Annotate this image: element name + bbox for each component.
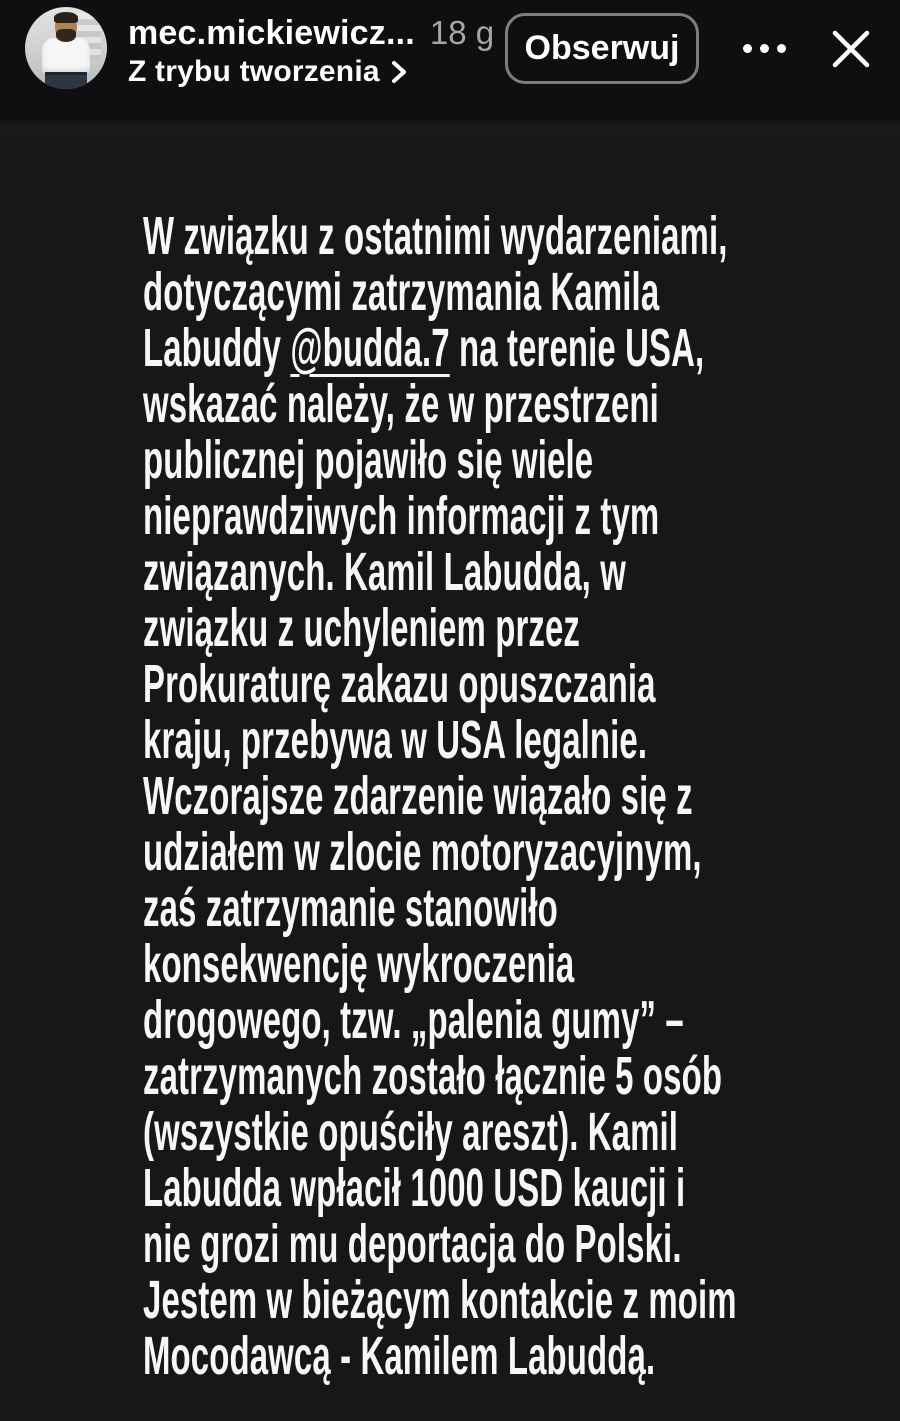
username[interactable]: mec.mickiewicz...	[128, 14, 415, 52]
story-text-line: Jestem w bieżącym kontakcie z moim	[143, 1270, 737, 1330]
story-text-line: Wczorajsze zdarzenie wiązało się z	[143, 766, 693, 826]
story-text-line: Labudda wpłacił 1000 USD kaucji i	[143, 1158, 686, 1218]
follow-button[interactable]	[505, 13, 699, 84]
story-timestamp: 18 g	[429, 14, 495, 51]
story-text-line: kraju, przebywa w USA legalnie.	[143, 710, 648, 770]
story-header	[0, 0, 900, 125]
avatar-hair	[54, 12, 78, 23]
more-options-button[interactable]	[740, 24, 788, 72]
creation-mode-link[interactable]	[128, 55, 408, 89]
story-text-line: związku z uchyleniem przez	[143, 598, 581, 658]
story-text-line: zatrzymanych zostało łącznie 5 osób	[143, 1046, 723, 1106]
more-options-icon	[777, 44, 786, 53]
story-text-line: (wszystkie opuściły areszt). Kamil	[143, 1102, 679, 1162]
avatar[interactable]	[25, 7, 107, 89]
story-text-line: konsekwencję wykroczenia	[143, 934, 575, 994]
user-row	[128, 14, 494, 53]
more-options-icon	[743, 44, 752, 53]
story-text-line: W związku z ostatnimi wydarzeniami,	[143, 206, 728, 266]
chevron-right-icon	[390, 58, 408, 86]
story-text-line: Prokuraturę zakazu opuszczania	[143, 654, 656, 714]
story-text-line: dotyczącymi zatrzymania Kamila	[143, 262, 660, 322]
close-icon	[826, 24, 876, 74]
close-button[interactable]	[826, 24, 876, 74]
story-text-line: nie grozi mu deportacja do Polski.	[143, 1214, 682, 1274]
creation-mode-label: Z trybu tworzenia	[128, 55, 380, 88]
story-text-line: Mocodawcą - Kamilem Labuddą.	[143, 1326, 656, 1386]
avatar-jeans	[45, 72, 87, 89]
follow-button-label: Obserwuj	[524, 29, 680, 67]
avatar-head	[55, 14, 77, 41]
mention-link[interactable]: @budda.7	[290, 318, 450, 378]
story-text-line: wskazać należy, że w przestrzeni	[143, 374, 659, 434]
avatar-beard	[56, 29, 76, 42]
story-text-line: drogowego, tzw. „palenia gumy” –	[143, 990, 684, 1050]
story-text-line: Labuddy @budda.7 na terenie USA,	[143, 318, 705, 378]
story-text-line: związanych. Kamil Labudda, w	[143, 542, 626, 602]
story-text-line: publicznej pojawiło się wiele	[143, 430, 594, 490]
more-options-icon	[760, 44, 769, 53]
story-text-line: nieprawdziwych informacji z tym	[143, 486, 660, 546]
avatar-shirt	[42, 38, 90, 74]
story-text-line: udziałem w zlocie motoryzacyjnym,	[143, 822, 702, 882]
story-text-line: zaś zatrzymanie stanowiło	[143, 878, 558, 938]
story-text	[143, 208, 900, 1384]
